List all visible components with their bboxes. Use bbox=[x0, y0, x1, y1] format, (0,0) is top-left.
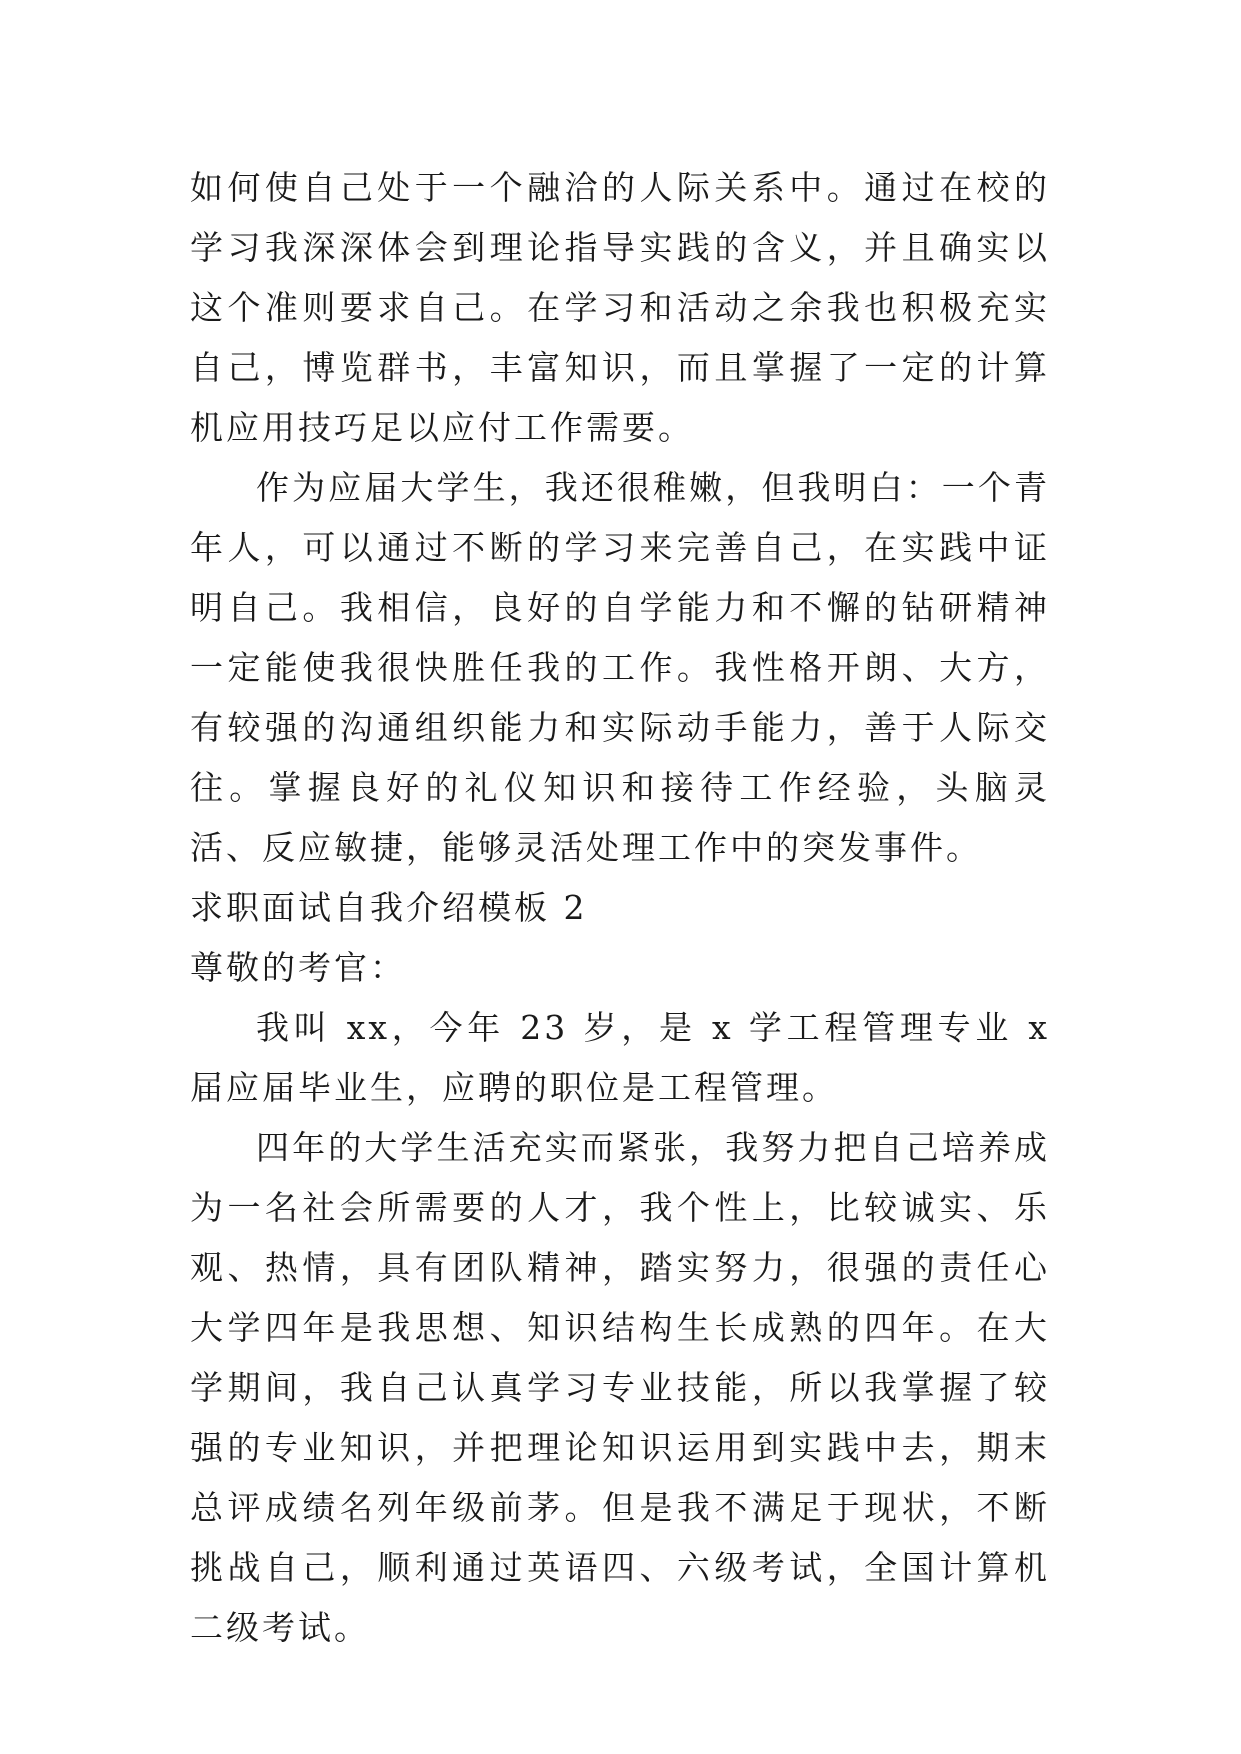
document-body bbox=[190, 158, 1050, 1658]
section-title: 求职面试自我介绍模板 2 bbox=[190, 888, 588, 927]
salutation: 尊敬的考官： bbox=[190, 948, 406, 987]
paragraph-university-life: 四年的大学生活充实而紧张，我努力把自己培养成为一名社会所需要的人才，我个性上，比较诚实、乐观、热情，具有团队精神，踏实努力，很强的责任心大学四年是我思想、知识结构生长成熟的四年。在大学期间，我自己认真学习专业技能，所以我掌握了较强的专业知识，并把理论知识运用到实践中去，期末总评成绩名列年级前茅。但是我不满足于现状，不断挑战自己，顺利通过英语四、六级考试，全国计算机二级考试。 bbox=[190, 1128, 1050, 1647]
paragraph-self-assessment: 作为应届大学生，我还很稚嫩，但我明白：一个青年人，可以通过不断的学习来完善自己，在实践中证明自己。我相信，良好的自学能力和不懈的钻研精神一定能使我很快胜任我的工作。我性格开朗、大方，有较强的沟通组织能力和实际动手能力，善于人际交往。掌握良好的礼仪知识和接待工作经验，头脑灵活、反应敏捷，能够灵活处理工作中的突发事件。 bbox=[190, 468, 1050, 867]
paragraph-continued: 如何使自己处于一个融洽的人际关系中。通过在校的学习我深深体会到理论指导实践的含义，并且确实以这个准则要求自己。在学习和活动之余我也积极充实自己，博览群书，丰富知识，而且掌握了一定的计算机应用技巧足以应付工作需要。 bbox=[190, 168, 1050, 447]
paragraph-introduction: 我叫 xx，今年 23 岁，是 x 学工程管理专业 x 届应届毕业生，应聘的职位是工程管理。 bbox=[190, 1008, 1050, 1107]
